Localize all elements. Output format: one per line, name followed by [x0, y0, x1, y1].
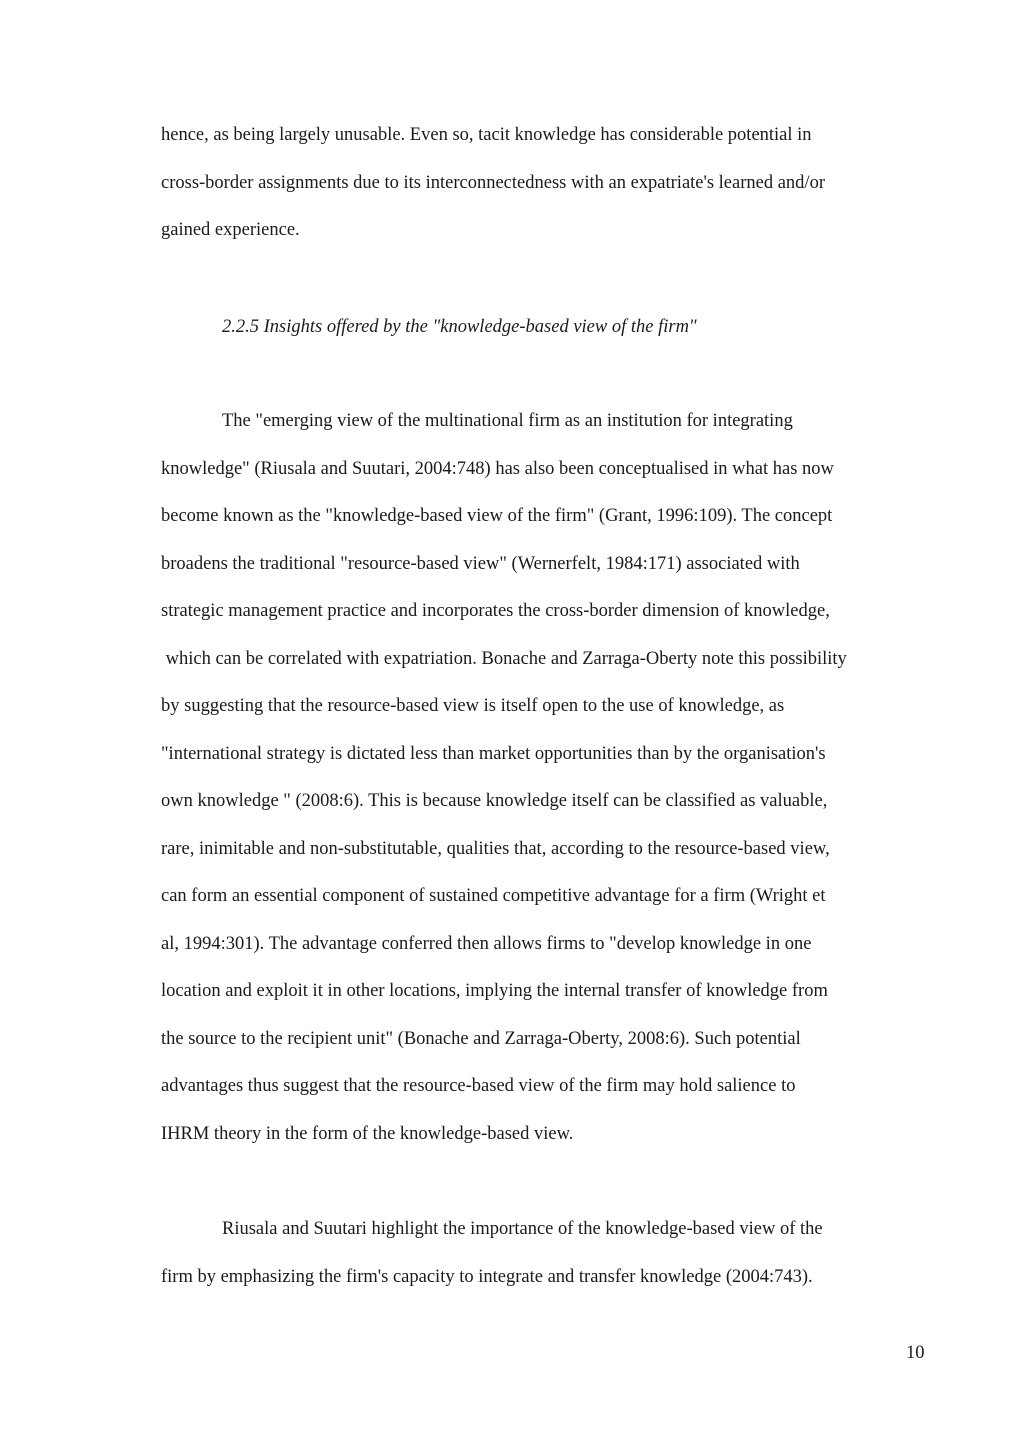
text-line: Riusala and Suutari highlight the importance of the knowledge-based view of the	[222, 1219, 823, 1239]
text-line: knowledge" (Riusala and Suutari, 2004:748) has also been conceptualised in what has now	[161, 459, 834, 479]
text-line: al, 1994:301). The advantage conferred then allows firms to "develop knowledge in one	[161, 934, 812, 954]
text-line: hence, as being largely unusable. Even so, tacit knowledge has considerable potential in	[161, 125, 812, 145]
text-line: broadens the traditional "resource-based view" (Wernerfelt, 1984:171) associated with	[161, 554, 800, 574]
text-line: strategic management practice and incorporates the cross-border dimension of knowledge,	[161, 601, 830, 621]
text-line: rare, inimitable and non-substitutable, qualities that, according to the resource-based view,	[161, 839, 830, 859]
text-line: The "emerging view of the multinational firm as an institution for integrating	[222, 411, 793, 431]
text-line: IHRM theory in the form of the knowledge-based view.	[161, 1124, 574, 1144]
text-line: advantages thus suggest that the resource-based view of the firm may hold salience to	[161, 1076, 796, 1096]
text-line: which can be correlated with expatriation. Bonache and Zarraga-Oberty note this possibility	[161, 649, 847, 669]
text-line: own knowledge " (2008:6). This is because knowledge itself can be classified as valuable,	[161, 791, 828, 811]
text-line: by suggesting that the resource-based view is itself open to the use of knowledge, as	[161, 696, 785, 716]
text-line: can form an essential component of sustained competitive advantage for a firm (Wright et	[161, 886, 826, 906]
text-line: become known as the "knowledge-based view of the firm" (Grant, 1996:109). The concept	[161, 506, 833, 526]
section-heading: 2.2.5 Insights offered by the "knowledge-based view of the firm"	[222, 317, 697, 337]
text-line: cross-border assignments due to its interconnectedness with an expatriate's learned and/or	[161, 173, 825, 193]
text-line: "international strategy is dictated less than market opportunities than by the organisation's	[161, 744, 826, 764]
text-line: gained experience.	[161, 220, 300, 240]
text-line: the source to the recipient unit" (Bonache and Zarraga-Oberty, 2008:6). Such potential	[161, 1029, 801, 1049]
text-line: firm by emphasizing the firm's capacity to integrate and transfer knowledge (2004:743).	[161, 1267, 813, 1287]
page-number: 10	[906, 1343, 925, 1363]
text-line: location and exploit it in other locations, implying the internal transfer of knowledge from	[161, 981, 828, 1001]
